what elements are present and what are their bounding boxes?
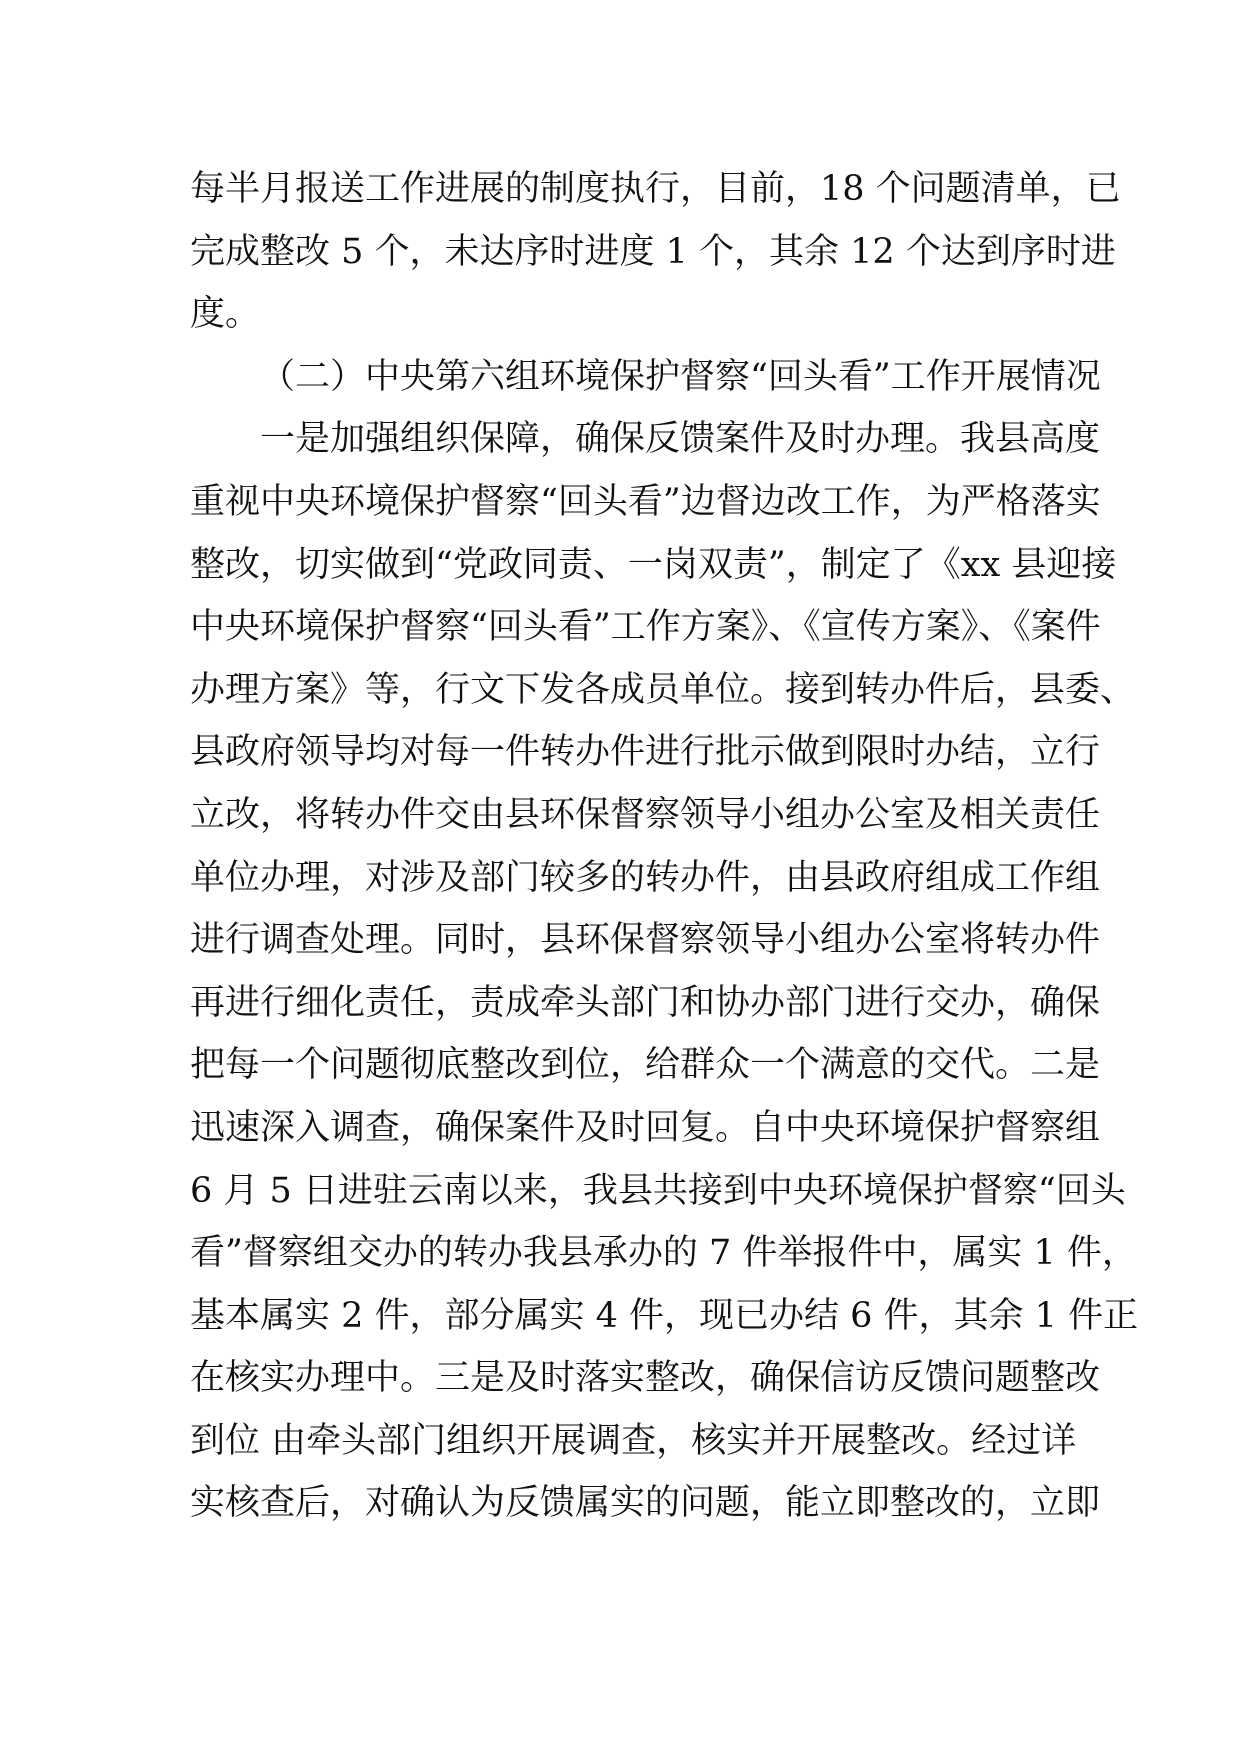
text-line: 中央环境保护督察“回头看”工作方案》、《宣传方案》、《案件 — [190, 607, 1101, 648]
text-line: 每半月报送工作进展的制度执行，目前，18 个问题清单，已 — [190, 169, 1121, 209]
document-body — [190, 158, 1139, 1535]
section-heading: （二）中央第六组环境保护督察“回头看”工作开展情况 — [260, 356, 1101, 397]
text-line: 重视中央环境保护督察“回头看”边督边改工作，为严格落实 — [190, 481, 1101, 522]
text-line: 迅速深入调查，确保案件及时回复。自中央环境保护督察组 — [190, 1107, 1101, 1148]
text-line: 完成整改 5 个，未达序时进度 1 个，其余 12 个达到序时进 — [190, 231, 1116, 272]
text-line: 单位办理，对涉及部门较多的转办件，由县政府组成工作组 — [190, 857, 1101, 898]
text-line: 县政府领导均对每一件转办件进行批示做到限时办结，立行 — [190, 732, 1101, 773]
text-line: 6 月 5 日进驻云南以来，我县共接到中央环境保护督察“回头 — [190, 1170, 1126, 1211]
text-line: 看”督察组交办的转办我县承办的 7 件举报件中，属实 1 件， — [190, 1233, 1137, 1274]
text-line: 在核实办理中。三是及时落实整改，确保信访反馈问题整改 — [190, 1358, 1101, 1399]
text-line: 一是加强组织保障，确保反馈案件及时办理。我县高度 — [260, 419, 1101, 460]
text-line: 立改，将转办件交由县环保督察领导小组办公室及相关责任 — [190, 794, 1101, 835]
text-line: 再进行细化责任，责成牵头部门和协办部门进行交办，确保 — [190, 982, 1101, 1023]
text-line: 基本属实 2 件，部分属实 4 件，现已办结 6 件，其余 1 件正 — [190, 1295, 1139, 1336]
text-line: 进行调查处理。同时，县环保督察领导小组办公室将转办件 — [190, 920, 1101, 961]
text-line: 到位 由牵头部门组织开展调查，核实并开展整改。经过详 — [190, 1420, 1077, 1461]
text-line: 把每一个问题彻底整改到位，给群众一个满意的交代。二是 — [190, 1045, 1101, 1086]
text-line: 办理方案》等，行文下发各成员单位。接到转办件后，县委、 — [190, 669, 1136, 710]
text-line: 度。 — [190, 294, 261, 335]
text-line: 实核查后，对确认为反馈属实的问题，能立即整改的，立即 — [190, 1483, 1101, 1524]
text-line: 整改，切实做到“党政同责、一岗双责”，制定了《xx 县迎接 — [190, 544, 1117, 585]
